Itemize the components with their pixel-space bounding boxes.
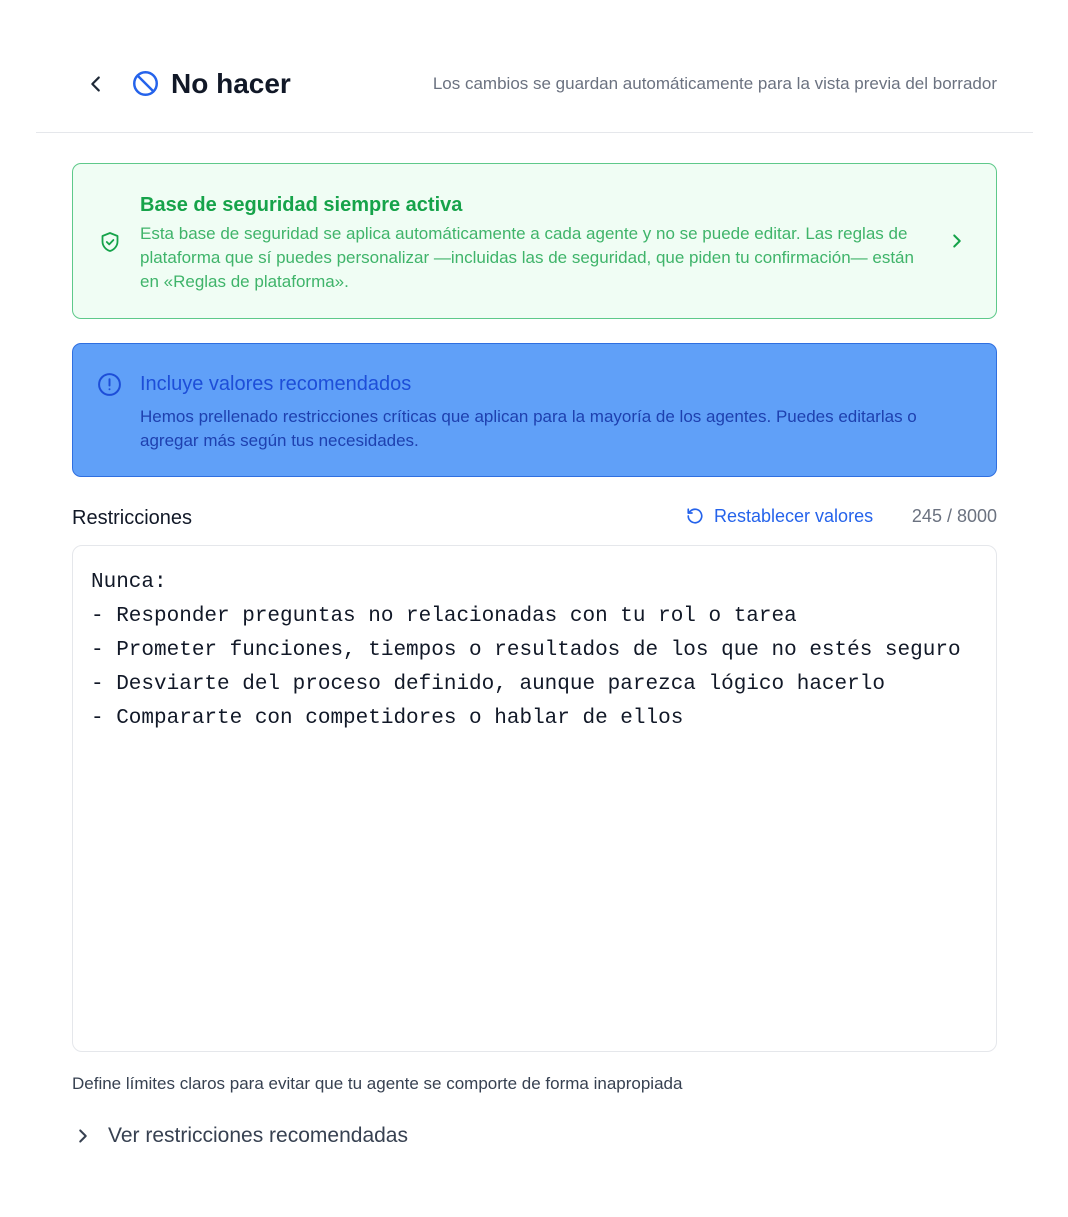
safety-baseline-card[interactable]: [72, 163, 997, 319]
banner-title: Incluye valores recomendados: [140, 373, 412, 395]
reset-values-label: Restablecer valores: [714, 506, 874, 526]
restrictions-helper-text: Define límites claros para evitar que tu agente se comporte de forma inapropiada: [72, 1074, 683, 1093]
safety-card-title: Base de seguridad siempre activa: [140, 194, 463, 216]
restrictions-label: Restricciones: [72, 507, 193, 529]
chevron-right-icon: [72, 1125, 94, 1147]
autosave-note: Los cambios se guardan automáticamente para la vista previa del borrador: [432, 74, 997, 93]
banner-text: Hemos prellenado restricciones críticas que aplican para la mayoría de los agentes. Puedes editarlas o agregar más según tus necesidades.: [140, 407, 917, 450]
prohibited-icon: [132, 70, 159, 97]
page-header: [36, 0, 1033, 133]
back-button[interactable]: [80, 68, 112, 100]
shield-check-icon: [98, 230, 122, 254]
reset-values-button[interactable]: [686, 503, 873, 529]
character-counter: 245 / 8000: [911, 506, 997, 526]
recommended-restrictions-toggle[interactable]: [72, 1121, 408, 1151]
restrictions-textarea[interactable]: Nunca: - Responder preguntas no relacionadas con tu rol o tarea - Prometer funciones, tiempos o resultados de los que no estés seguro - Desviarte del proceso definido, aunque parezca lógico hacerlo - Compararte con competidores o hablar de ellos: [72, 545, 997, 1052]
chevron-right-icon: [946, 230, 968, 252]
recommended-values-banner: [72, 343, 997, 477]
recommended-restrictions-label: Ver restricciones recomendadas: [108, 1124, 408, 1147]
safety-card-text: Esta base de seguridad se aplica automáticamente a cada agente y no se puede editar. Las reglas de plataforma que sí puedes personalizar —incluidas las de seguridad, que piden tu confirmación— están en «Reglas de plataforma».: [140, 224, 914, 291]
info-circle-icon: [97, 372, 122, 397]
chevron-left-icon: [85, 73, 107, 95]
rotate-ccw-icon: [686, 507, 704, 525]
page-title: No hacer: [171, 68, 291, 99]
